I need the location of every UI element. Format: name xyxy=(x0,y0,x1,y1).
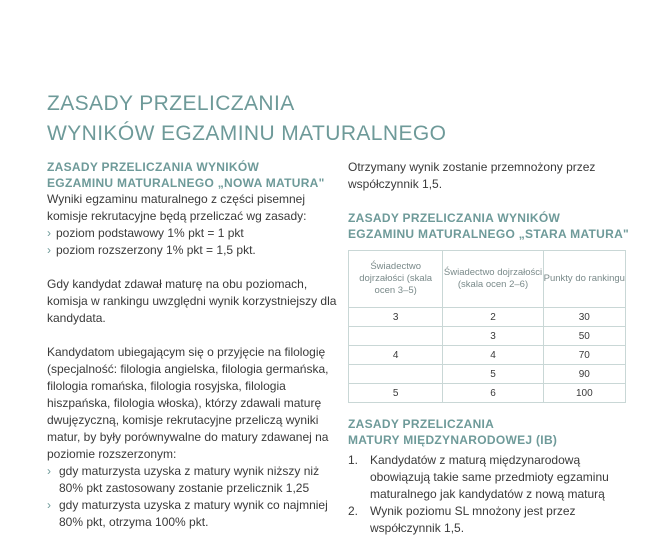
table-cell: 3 xyxy=(349,308,443,327)
ib-rules xyxy=(348,452,638,537)
column-header: Świadectwo dojrzałości (skala ocen 2–6) xyxy=(443,251,543,308)
list-item: › poziom podstawowy 1% pkt = 1 pkt xyxy=(47,225,337,242)
nowa-matura-heading xyxy=(47,159,337,191)
page-title-line1: ZASADY PRZELICZANIA xyxy=(47,92,295,115)
bilingual-rules xyxy=(47,463,337,531)
nowa-matura-intro: Wyniki egzaminu maturalnego z części pisemnej komisje rekrutacyjne będą przeliczać wg zasady: xyxy=(47,192,307,223)
list-item xyxy=(348,452,638,503)
list-item-text: Wynik poziomu SL mnożony jest przez współczynnik 1,5. xyxy=(370,504,576,535)
list-number: 1. xyxy=(348,453,359,467)
bilingual-paragraph: Kandydatom ubiegającym się o przyjęcie na filologię (specjalność: filologia angielska, filologia germańska, filologia romańska, filologia rosyjska, filologia hiszpańska, filologia włoska), którzy zdawali maturę dwujęzyczną, komisje rekrutacyjne przeliczą wyniki matur, by były porównywalne do matury zdawanej na poziomie rozszerzonym: xyxy=(47,345,329,461)
left-column xyxy=(47,159,337,531)
table-row xyxy=(349,346,626,365)
page-title-line2: WYNIKÓW EGZAMINU MATURALNEGO xyxy=(47,122,447,145)
grades-table xyxy=(348,250,626,403)
stara-matura-heading-line1: ZASADY PRZELICZANIA WYNIKÓW xyxy=(348,211,561,225)
table-cell: 50 xyxy=(543,327,625,346)
table-cell xyxy=(349,327,443,346)
table-header-row xyxy=(349,251,626,308)
table-cell: 4 xyxy=(443,346,543,365)
table-cell: 4 xyxy=(349,346,443,365)
table-cell: 90 xyxy=(543,365,625,384)
multiplier-note: Otrzymany wynik zostanie przemnożony przez współczynnik 1,5. xyxy=(348,160,596,191)
both-levels-paragraph: Gdy kandydat zdawał maturę na obu poziomach, komisja w rankingu uwzględni wynik korzystniejszy dla kandydata. xyxy=(47,277,337,325)
table-cell: 5 xyxy=(349,384,443,403)
table-cell: 6 xyxy=(443,384,543,403)
table-row xyxy=(349,327,626,346)
nowa-matura-heading-line1: ZASADY PRZELICZANIA WYNIKÓW xyxy=(47,160,260,174)
table-cell: 2 xyxy=(443,308,543,327)
stara-matura-heading-line2: EGZAMINU MATURALNEGO „STARA MATURA" xyxy=(348,227,630,241)
table-cell: 3 xyxy=(443,327,543,346)
table-row xyxy=(349,365,626,384)
list-item xyxy=(348,503,638,537)
list-item: › poziom rozszerzony 1% pkt = 1,5 pkt. xyxy=(47,242,337,259)
list-item: › gdy maturzysta uzyska z matury wynik niższy niż 80% pkt zastosowany zostanie przelicznik 1,25 xyxy=(47,463,337,497)
table-row xyxy=(349,384,626,403)
table-cell: 30 xyxy=(543,308,625,327)
ib-heading-line1: ZASADY PRZELICZANIA xyxy=(348,417,495,431)
list-item: › gdy maturzysta uzyska z matury wynik co najmniej 80% pkt, otrzyma 100% pkt. xyxy=(47,497,337,531)
nowa-matura-rules xyxy=(47,225,337,259)
page-title xyxy=(47,89,446,149)
ib-heading-line2: MATURY MIĘDZYNARODOWEJ (IB) xyxy=(348,433,558,447)
list-item-text: Kandydatów z maturą międzynarodową obowiązują takie same przedmioty egzaminu maturalnego jak kandydatów z nową maturą xyxy=(370,453,609,501)
table-cell: 5 xyxy=(443,365,543,384)
column-header: Punkty do rankingu xyxy=(543,251,625,308)
right-column xyxy=(348,159,638,537)
stara-matura-heading xyxy=(348,210,638,242)
column-header: Świadectwo dojrzałości (skala ocen 3–5) xyxy=(349,251,443,308)
table-cell xyxy=(349,365,443,384)
table-cell: 100 xyxy=(543,384,625,403)
list-number: 2. xyxy=(348,504,359,518)
table-cell: 70 xyxy=(543,346,625,365)
ib-heading xyxy=(348,416,638,448)
table-row xyxy=(349,308,626,327)
nowa-matura-heading-line2: EGZAMINU MATURALNEGO „NOWA MATURA" xyxy=(47,176,325,190)
